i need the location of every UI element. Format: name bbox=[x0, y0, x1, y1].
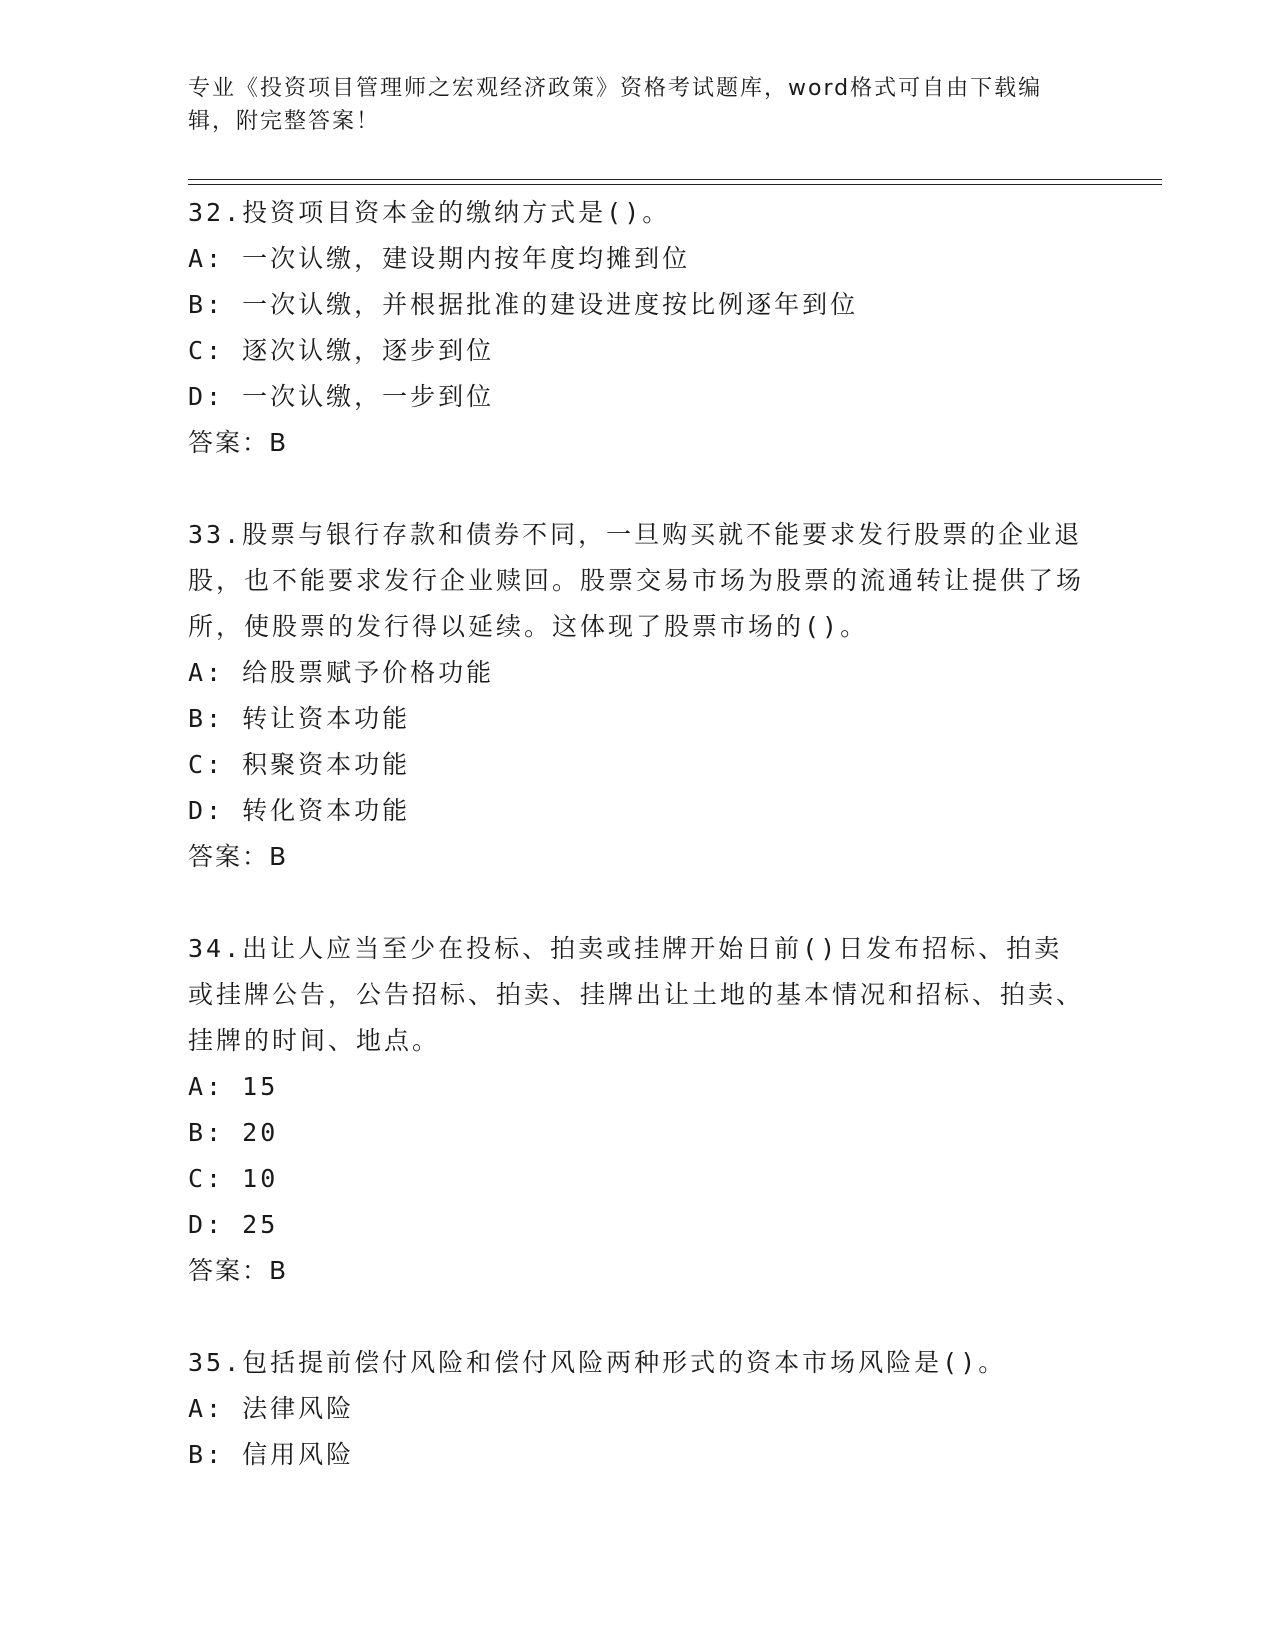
option-b: B: 转让资本功能 bbox=[188, 704, 411, 733]
option-a: A: 一次认缴，建设期内按年度均摊到位 bbox=[188, 244, 691, 273]
option-c: C: 积聚资本功能 bbox=[188, 750, 411, 779]
question-35 bbox=[188, 1340, 1088, 1478]
question-34 bbox=[188, 926, 1088, 1294]
question-stem: 33.股票与银行存款和债券不同，一旦购买就不能要求发行股票的企业退股，也不能要求发行企业赎回。股票交易市场为股票的流通转让提供了场所，使股票的发行得以延续。这体现了股票市场的()。 bbox=[188, 520, 1085, 641]
option-b: B: 20 bbox=[188, 1118, 279, 1147]
spacer bbox=[188, 1294, 1088, 1340]
question-stem: 34.出让人应当至少在投标、拍卖或挂牌开始日前()日发布招标、拍卖或挂牌公告，公告招标、拍卖、挂牌出让土地的基本情况和招标、拍卖、挂牌的时间、地点。 bbox=[188, 934, 1085, 1055]
question-stem: 35.包括提前偿付风险和偿付风险两种形式的资本市场风险是()。 bbox=[188, 1348, 1007, 1377]
option-c: C: 逐次认缴，逐步到位 bbox=[188, 336, 495, 365]
option-a: A: 给股票赋予价格功能 bbox=[188, 658, 495, 687]
question-33 bbox=[188, 512, 1088, 880]
header-divider-bottom bbox=[188, 184, 1162, 185]
option-a: A: 法律风险 bbox=[188, 1394, 355, 1423]
option-b: B: 一次认缴，并根据批准的建设进度按比例逐年到位 bbox=[188, 290, 859, 319]
option-c: C: 10 bbox=[188, 1164, 279, 1193]
option-a: A: 15 bbox=[188, 1072, 279, 1101]
option-b: B: 信用风险 bbox=[188, 1440, 355, 1469]
spacer bbox=[188, 880, 1088, 926]
answer-line: 答案：B bbox=[188, 428, 289, 457]
spacer bbox=[188, 466, 1088, 512]
question-32 bbox=[188, 190, 1088, 466]
question-stem: 32.投资项目资本金的缴纳方式是()。 bbox=[188, 198, 671, 227]
document-header: 专业《投资项目管理师之宏观经济政策》资格考试题库，word格式可自由下载编辑，附完整答案！ bbox=[188, 76, 1043, 134]
question-list bbox=[188, 190, 1088, 1478]
option-d: D: 一次认缴，一步到位 bbox=[188, 382, 495, 411]
answer-line: 答案：B bbox=[188, 842, 289, 871]
option-d: D: 转化资本功能 bbox=[188, 796, 411, 825]
option-d: D: 25 bbox=[188, 1210, 279, 1239]
answer-line: 答案：B bbox=[188, 1256, 289, 1285]
header-divider-top bbox=[188, 179, 1162, 180]
